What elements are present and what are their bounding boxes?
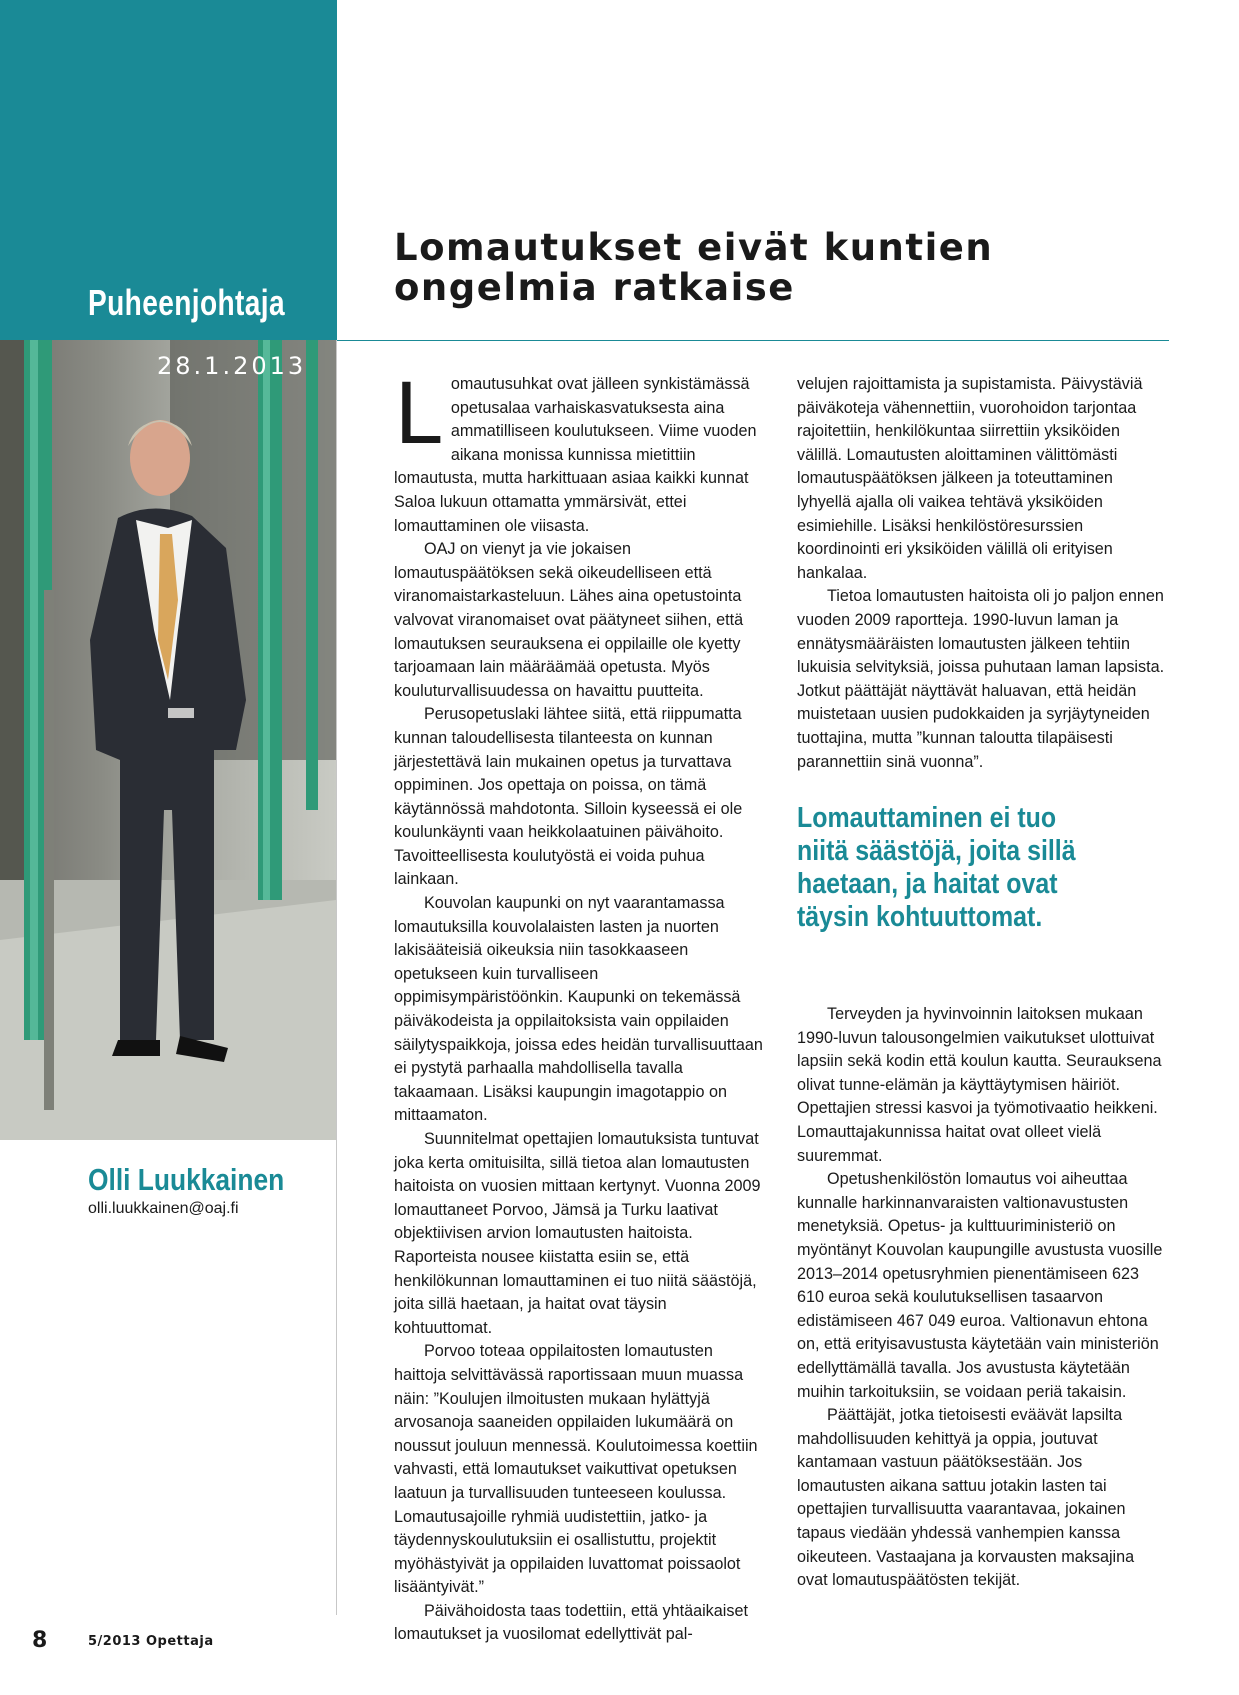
author-photo	[0, 340, 336, 1140]
article-date: 28.1.2013	[157, 352, 307, 380]
paragraph: Kouvolan kaupunki on nyt vaarantamassa lomautuksilla kouvolalaisten lasten ja nuorten lakisääteisiä oikeuksia niin tasokkaaseen opetukseen kuin turvalliseen oppimisympäristöönkin. Kaupunki on tekemässä päiväkodeista ja oppilaitoksista vain oppilaiden säilytyspaikkoja, joissa edes heidän turvallisuuttaan ei pystytä parhaalla mahdollisella tavalla takaamaan. Lisäksi kaupungin imagotappio on mittaamaton.	[394, 894, 763, 1125]
body-column-3	[797, 1003, 1169, 1593]
article-headline: Lomautukset eivät kuntien ongelmia ratkaise	[394, 226, 994, 309]
portrait-illustration	[0, 340, 336, 1140]
paragraph: Opetushenkilöstön lomautus voi aiheuttaa kunnalle harkinnanvaraisten valtionavustusten menetyksiä. Opetus- ja kulttuuriministeriö on myöntänyt Kouvolan kaupungille avustusta vuosille 2013–2014 opetusryhmien pienentämiseen 623 610 euroa sekä koulutuksellisen tasaarvon edistämiseen 467 049 euroa. Valtionavun ehtona on, että erityisavustusta käytetään vain ministeriön edellyttämällä tavalla. Jos avustusta käytetään muihin tarkoituksiin, se voidaan periä takaisin.	[797, 1170, 1163, 1401]
dropcap: L	[394, 365, 441, 463]
body-column-2	[797, 373, 1169, 774]
paragraph: Suunnitelmat opettajien lomautuksista tuntuvat joka kerta omituisilta, sillä tietoa alan lomautusten haitoista on vuosien mittaan kertynyt. Vuonna 2009 lomauttaneet Porvoo, Jämsä ja Turku laativat objektiivisen arvion lomautusten haitoista. Raporteista nousee kiistatta esiin se, että henkilökunnan lomauttaminen ei tuo niitä säästöjä, joita sillä haetaan, ja haitat ovat täysin kohtuuttomat.	[394, 1130, 761, 1337]
paragraph: Porvoo toteaa oppilaitosten lomautusten haittoja selvittävässä raportissaan muun muassa näin: ”Koulujen ilmoitusten mukaan hylättyjä arvosanoja saaneiden oppilaiden lukumäärä on noussut jouluun mennessä. Koulutoimessa koettiin vahvasti, että lomautukset vaikuttivat opetuksen laatuun ja turvallisuuden tunteeseen koulussa. Lomautusajoille ryhmiä uudistettiin, jatko- ja täydennyskoulutuksiin ei osallistuttu, projektit myöhästyivät ja oppilaiden luvattomat poissaolot lisääntyivät.”	[394, 1342, 758, 1597]
paragraph: omautusuhkat ovat jälleen synkistämässä opetusalaa varhaiskasvatuksesta aina ammatilliseen koulutukseen. Viime vuoden aikana monissa kunnissa mietittiin lomautusta, mutta harkittuaan asiaa kaikki kunnat Saloa lukuun ottamatta ymmärsivät, ettei lomauttaminen ole viisasta.	[394, 375, 757, 535]
paragraph: Perusopetuslaki lähtee siitä, että riippumatta kunnan taloudellisesta tilanteesta on kunnan järjestettävä lain mukainen opetus ja turvattava oppiminen. Jos opettaja on poissa, on tämä käytännössä mahdotonta. Silloin kyseessä ei ole koulunkäynti vaan heikkolaatuinen päivähoito. Tavoitteellisesta koulutyöstä ei voida puhua lainkaan.	[394, 705, 743, 889]
paragraph: Tietoa lomautusten haitoista oli jo paljon ennen vuoden 2009 raportteja. 1990-luvun laman ja ennätysmääräisten lomautusten jälkeen tehtiin lukuisia selvityksiä, joissa puhutaan laman lapsista. Jotkut päättäjät näyttävät haluavan, että heidän muistetaan uusien pudokkaiden ja syrjäytyneiden tuottajina, mutta ”kunnan taloutta tilapäisesti parannettiin sinä vuonna”.	[797, 587, 1165, 771]
paragraph: Päivähoidosta taas todettiin, että yhtäaikaiset lomautukset ja vuosilomat edellyttivät pal-	[394, 1601, 748, 1644]
issue-label: 5/2013 Opettaja	[88, 1634, 214, 1649]
section-label: Puheenjohtaja	[88, 282, 285, 323]
pull-quote: Lomauttaminen ei tuo niitä säästöjä, joita sillä haetaan, ja haitat ovat täysin kohtuuttomat.	[797, 802, 1076, 933]
author-email[interactable]: olli.luukkainen@oaj.fi	[88, 1200, 239, 1217]
column-divider	[336, 340, 337, 1615]
page-number: 8	[32, 1628, 48, 1653]
paragraph: OAJ on vienyt ja vie jokaisen lomautuspäätöksen sekä oikeudelliseen että viranomaistarkasteluun. Lähes aina opetustointa valvovat viranomaiset ovat päätyneet siihen, että lomautuksen seurauksena ei oppilaille ole kyetty tarjoamaan lain määräämää opetusta. Myös kouluturvallisuudessa on havaittu puutteita.	[394, 540, 744, 700]
paragraph: Päättäjät, jotka tietoisesti eväävät lapsilta mahdollisuuden kehittyä ja oppia, joutuvat kantamaan vastuun päätöksestään. Jos lomautusten aikana sattuu jotakin lasten tai opettajien turvallisuutta vaarantavaa, jokainen tapaus viedään yhdessä vanhempien kanssa oikeuteen. Vastaajana ja korvausten maksajina ovat lomautuspäätösten tekijät.	[797, 1406, 1135, 1590]
paragraph: velujen rajoittamista ja supistamista. Päivystäviä päiväkoteja vähennettiin, vuorohoidon tarjontaa rajoitettiin, henkilökuntaa siirrettiin yksiköiden välillä. Lomautusten aloittaminen välittömästi lomautuspäätöksen jälkeen ja toteuttaminen lyhyellä ajalla oli vaikea tehtävä yksiköiden esimiehille. Lisäksi henkilöstöresurssien koordinointi eri yksiköiden välillä oli erityisen hankalaa.	[797, 375, 1143, 582]
author-name: Olli Luukkainen	[88, 1162, 285, 1197]
paragraph: Terveyden ja hyvinvoinnin laitoksen mukaan 1990-luvun talousongelmien vaikutukset ulottuivat lapsiin sekä kodin että koulun kautta. Seurauksena olivat tunne-elämän ja käyttäytymisen häiriöt. Opettajien stressi kasvoi ja työmotivaatio heikkeni. Lomauttajakunnissa haitat ovat olleet vielä suuremmat.	[797, 1005, 1162, 1165]
header-divider	[337, 340, 1169, 341]
body-column-1	[394, 365, 766, 1647]
